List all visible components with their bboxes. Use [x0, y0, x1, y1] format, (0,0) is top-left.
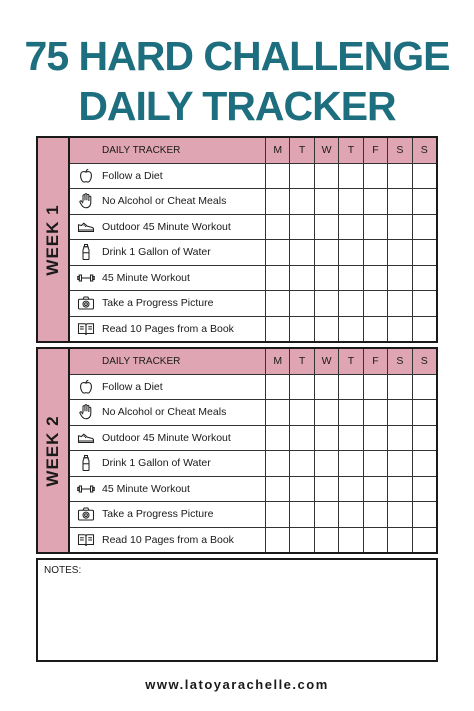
checkbox-cell[interactable] [413, 451, 436, 476]
checkbox-cell[interactable] [364, 266, 388, 291]
task-label: Read 10 Pages from a Book [102, 322, 234, 335]
checkbox-cell[interactable] [266, 317, 290, 342]
task-row [70, 266, 436, 292]
task-cell [70, 189, 266, 214]
checkbox-cell[interactable] [339, 215, 363, 240]
checkbox-cell[interactable] [388, 528, 412, 553]
hand-stop-icon [73, 403, 99, 421]
checkbox-cell[interactable] [315, 164, 339, 189]
checkbox-cell[interactable] [388, 291, 412, 316]
checkbox-cell[interactable] [315, 240, 339, 265]
checkbox-cell[interactable] [290, 400, 314, 425]
checkbox-cell[interactable] [388, 400, 412, 425]
checkbox-cell[interactable] [266, 215, 290, 240]
checkbox-cell[interactable] [266, 477, 290, 502]
checkbox-cell[interactable] [290, 266, 314, 291]
week-1-label: WEEK 1 [43, 203, 62, 276]
task-cell [70, 317, 266, 342]
task-row [70, 451, 436, 477]
task-row [70, 375, 436, 401]
book-icon [73, 531, 99, 549]
website-footer: www.latoyarachelle.com [145, 677, 329, 692]
task-label: 45 Minute Workout [102, 482, 190, 495]
checkbox-cell[interactable] [339, 528, 363, 553]
checkbox-cell[interactable] [339, 317, 363, 342]
checkbox-cell[interactable] [290, 164, 314, 189]
water-bottle-icon [73, 454, 99, 472]
week-1-side-label [38, 138, 70, 341]
checkbox-cell[interactable] [339, 240, 363, 265]
task-row [70, 502, 436, 528]
camera-icon [73, 505, 99, 523]
checkbox-cell[interactable] [266, 240, 290, 265]
week-1-table [36, 136, 438, 343]
checkbox-cell[interactable] [266, 451, 290, 476]
checkbox-cell[interactable] [266, 502, 290, 527]
day-header-0: M [266, 349, 290, 374]
task-cell [70, 400, 266, 425]
checkbox-cell[interactable] [413, 215, 436, 240]
task-cell [70, 240, 266, 265]
task-label: Take a Progress Picture [102, 297, 214, 310]
notes-box[interactable] [36, 558, 438, 662]
checkbox-cell[interactable] [413, 400, 436, 425]
checkbox-cell[interactable] [364, 375, 388, 400]
task-cell [70, 291, 266, 316]
hand-stop-icon [73, 192, 99, 210]
checkbox-cell[interactable] [315, 477, 339, 502]
checkbox-cell[interactable] [388, 215, 412, 240]
task-cell [70, 266, 266, 291]
checkbox-cell[interactable] [315, 426, 339, 451]
checkbox-cell[interactable] [413, 317, 436, 342]
checkbox-cell[interactable] [290, 502, 314, 527]
checkbox-cell[interactable] [290, 317, 314, 342]
sneaker-icon [73, 218, 99, 236]
checkbox-cell[interactable] [413, 291, 436, 316]
checkbox-cell[interactable] [388, 317, 412, 342]
task-cell [70, 426, 266, 451]
checkbox-cell[interactable] [413, 164, 436, 189]
checkbox-cell[interactable] [413, 426, 436, 451]
checkbox-cell[interactable] [339, 451, 363, 476]
checkbox-cell[interactable] [364, 528, 388, 553]
day-header-1: T [290, 138, 314, 163]
checkbox-cell[interactable] [339, 400, 363, 425]
task-label: Follow a Diet [102, 169, 163, 182]
page-title-line-2: DAILY TRACKER [78, 83, 396, 129]
checkbox-cell[interactable] [388, 164, 412, 189]
task-row [70, 317, 436, 342]
sneaker-icon [73, 429, 99, 447]
notes-label: NOTES: [44, 565, 82, 576]
checkbox-cell[interactable] [364, 317, 388, 342]
checkbox-cell[interactable] [266, 189, 290, 214]
checkbox-cell[interactable] [315, 502, 339, 527]
task-row [70, 164, 436, 190]
task-label: No Alcohol or Cheat Meals [102, 406, 227, 419]
task-cell [70, 528, 266, 553]
checkbox-cell[interactable] [364, 477, 388, 502]
checkbox-cell[interactable] [388, 451, 412, 476]
checkbox-cell[interactable] [364, 189, 388, 214]
checkbox-cell[interactable] [339, 426, 363, 451]
task-label: Take a Progress Picture [102, 508, 214, 521]
checkbox-cell[interactable] [413, 266, 436, 291]
task-label: 45 Minute Workout [102, 271, 190, 284]
checkbox-cell[interactable] [290, 375, 314, 400]
checkbox-cell[interactable] [339, 164, 363, 189]
week-2-side-label [38, 349, 70, 552]
checkbox-cell[interactable] [339, 477, 363, 502]
checkbox-cell[interactable] [290, 477, 314, 502]
dumbbell-icon [73, 269, 99, 287]
week-2-table [36, 347, 438, 554]
checkbox-cell[interactable] [388, 266, 412, 291]
tracker-header-label: DAILY TRACKER [70, 349, 266, 374]
week-2-grid [70, 349, 436, 552]
task-label: Read 10 Pages from a Book [102, 533, 234, 546]
dumbbell-icon [73, 480, 99, 498]
checkbox-cell[interactable] [266, 164, 290, 189]
checkbox-cell[interactable] [364, 502, 388, 527]
checkbox-cell[interactable] [339, 291, 363, 316]
checkbox-cell[interactable] [364, 240, 388, 265]
checkbox-cell[interactable] [388, 240, 412, 265]
checkbox-cell[interactable] [364, 164, 388, 189]
camera-icon [73, 294, 99, 312]
task-cell [70, 164, 266, 189]
task-row [70, 477, 436, 503]
checkbox-cell[interactable] [388, 502, 412, 527]
checkbox-cell[interactable] [364, 215, 388, 240]
day-header-5: S [388, 349, 412, 374]
task-row [70, 189, 436, 215]
task-cell [70, 215, 266, 240]
task-row [70, 426, 436, 452]
checkbox-cell[interactable] [315, 317, 339, 342]
checkbox-cell[interactable] [266, 375, 290, 400]
day-header-2: W [315, 138, 339, 163]
task-cell [70, 502, 266, 527]
week-1-grid [70, 138, 436, 341]
task-label: Outdoor 45 Minute Workout [102, 431, 231, 444]
task-cell [70, 477, 266, 502]
checkbox-cell[interactable] [413, 189, 436, 214]
checkbox-cell[interactable] [290, 215, 314, 240]
day-header-1: T [290, 349, 314, 374]
task-label: Follow a Diet [102, 380, 163, 393]
week-2-label: WEEK 2 [43, 414, 62, 487]
apple-icon [73, 378, 99, 396]
page-title-line-1: 75 HARD CHALLENGE [24, 33, 450, 79]
checkbox-cell[interactable] [413, 375, 436, 400]
task-row [70, 240, 436, 266]
task-cell [70, 375, 266, 400]
checkbox-cell[interactable] [315, 528, 339, 553]
tracker-header-row [70, 138, 436, 164]
day-header-0: M [266, 138, 290, 163]
checkbox-cell[interactable] [266, 291, 290, 316]
checkbox-cell[interactable] [364, 291, 388, 316]
day-header-5: S [388, 138, 412, 163]
checkbox-cell[interactable] [339, 502, 363, 527]
task-row [70, 215, 436, 241]
checkbox-cell[interactable] [290, 451, 314, 476]
checkbox-cell[interactable] [315, 291, 339, 316]
task-label: Outdoor 45 Minute Workout [102, 220, 231, 233]
checkbox-cell[interactable] [413, 502, 436, 527]
checkbox-cell[interactable] [388, 375, 412, 400]
book-icon [73, 320, 99, 338]
checkbox-cell[interactable] [266, 528, 290, 553]
checkbox-cell[interactable] [388, 426, 412, 451]
task-row [70, 291, 436, 317]
task-label: Drink 1 Gallon of Water [102, 457, 211, 470]
checkbox-cell[interactable] [339, 189, 363, 214]
task-row [70, 400, 436, 426]
water-bottle-icon [73, 243, 99, 261]
checkbox-cell[interactable] [364, 451, 388, 476]
checkbox-cell[interactable] [413, 528, 436, 553]
checkbox-cell[interactable] [315, 215, 339, 240]
day-header-3: T [339, 138, 363, 163]
checkbox-cell[interactable] [315, 189, 339, 214]
checkbox-cell[interactable] [315, 266, 339, 291]
task-label: No Alcohol or Cheat Meals [102, 195, 227, 208]
checkbox-cell[interactable] [290, 291, 314, 316]
day-header-4: F [364, 349, 388, 374]
apple-icon [73, 167, 99, 185]
day-header-6: S [420, 144, 428, 157]
checkbox-cell[interactable] [266, 266, 290, 291]
checkbox-cell[interactable] [339, 375, 363, 400]
day-header-2: W [315, 349, 339, 374]
task-row [70, 528, 436, 553]
checkbox-cell[interactable] [290, 189, 314, 214]
checkbox-cell[interactable] [290, 426, 314, 451]
checkbox-cell[interactable] [315, 451, 339, 476]
checkbox-cell[interactable] [388, 477, 412, 502]
checkbox-cell[interactable] [388, 189, 412, 214]
tracker-header-label: DAILY TRACKER [70, 138, 266, 163]
checkbox-cell[interactable] [364, 400, 388, 425]
task-cell [70, 451, 266, 476]
day-header-3: T [339, 349, 363, 374]
checkbox-cell[interactable] [413, 477, 436, 502]
checkbox-cell[interactable] [339, 266, 363, 291]
tracker-header-row [70, 349, 436, 375]
checkbox-cell[interactable] [364, 426, 388, 451]
task-label: Drink 1 Gallon of Water [102, 246, 211, 259]
day-header-6: S [420, 355, 428, 368]
checkbox-cell[interactable] [315, 400, 339, 425]
checkbox-cell[interactable] [290, 240, 314, 265]
checkbox-cell[interactable] [315, 375, 339, 400]
checkbox-cell[interactable] [266, 426, 290, 451]
checkbox-cell[interactable] [413, 240, 436, 265]
day-header-4: F [364, 138, 388, 163]
checkbox-cell[interactable] [266, 400, 290, 425]
checkbox-cell[interactable] [290, 528, 314, 553]
